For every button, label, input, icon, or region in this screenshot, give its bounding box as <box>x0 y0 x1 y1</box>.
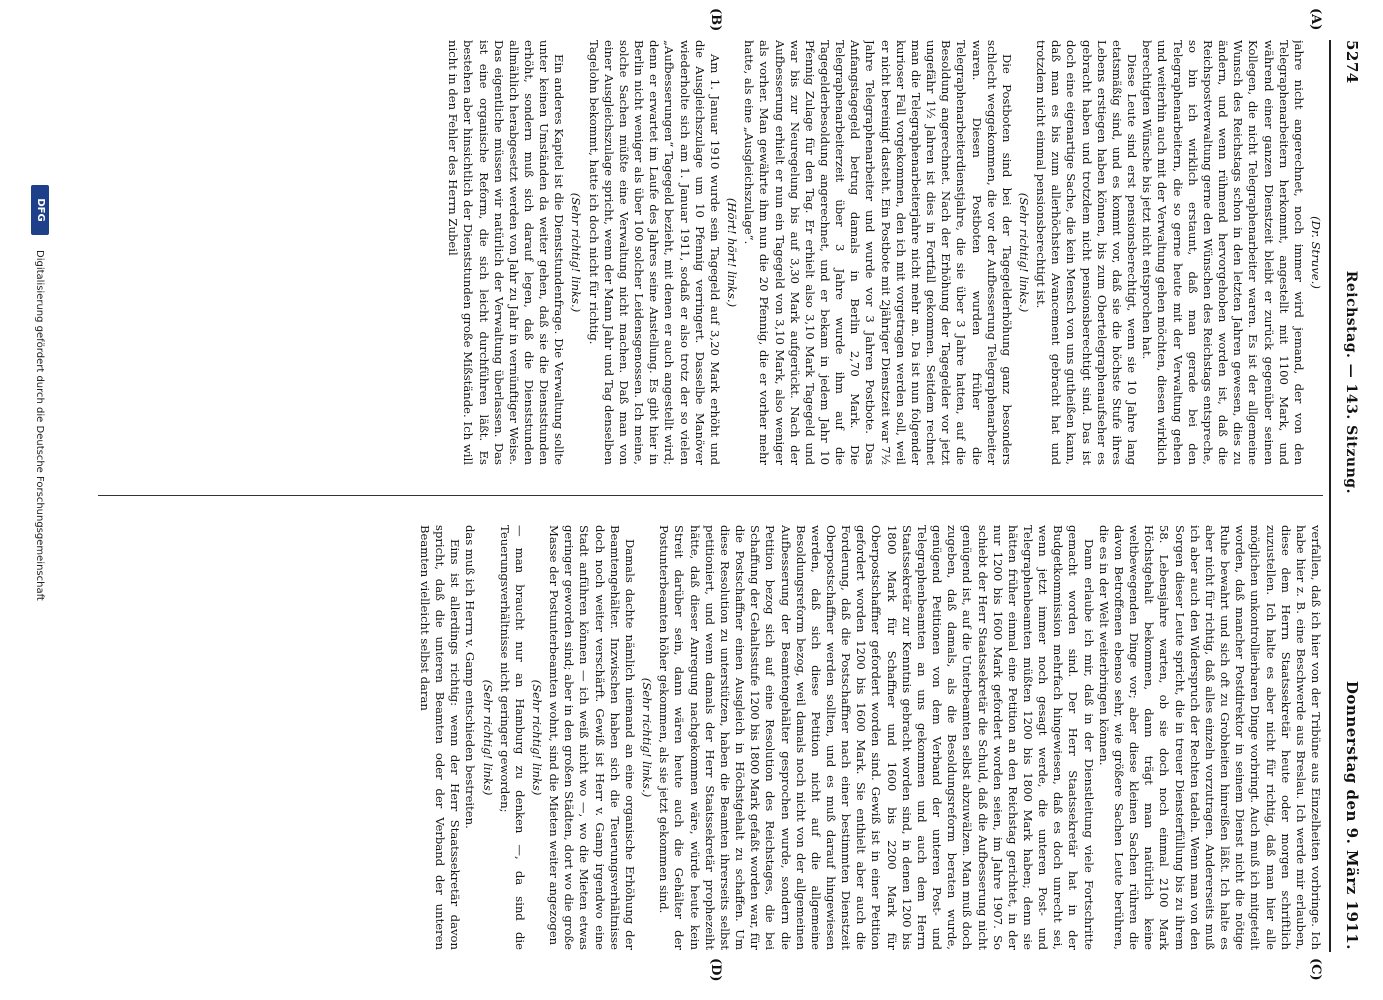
interjection: (Sehr richtig! links) <box>480 679 495 796</box>
paragraph: Am 1. Januar 1910 wurde sein Tagegeld auf 3,20 Mark erhöht und die Ausgleichszulage um 10 Pfennig verringert. Dasselbe Manöver wiederholte sich am 1. Januar 1911, sodaß er also trotz der so vielen „Aufbesserungen“ Tagegeld bezieht, mit denen er auch angestellt wird; denn er erwartet im Laufe des Jahres seine Anstellung. Es gibt hier in Berlin nicht weniger als über 100 solcher Leidensgenossen. Ich meine, solche Sachen müßte eine Verwaltung nicht machen. Daß man von einer Ausgleichszulage spricht, wenn der Mann Jahr und Tag denselben Tagelohn bekommt, hatte ich doch nicht für richtig. <box>586 40 722 465</box>
column-divider <box>98 495 1323 496</box>
interjection: (Sehr richtig! links.) <box>569 192 584 313</box>
margin-marker-a: (A) <box>1308 8 1323 31</box>
interjection: (Sehr richtig! links.) <box>640 677 655 798</box>
paragraph: Dann erlaube ich mir, daß in der Dienstleitung viele Fortschritte gemacht worden sind. Der Herr Staatssekretär hat in der Budgetkommission mehrfach hingewiesen, daß es doch unrecht sei, wenn jetzt immer noch gesagt werde, die unteren Post- und Telegraphenbeamten müßten 1200 bis 1800 Mark haben; denn sie hätten früher einmal eine Petition an den Reichstag gerichtet, in der nur 1200 bis 1600 Mark gefordert worden seien, im Jahre 1907. So schiebt der Herr Staatssekretär die Schuld, daß die Aufbesserung nicht genügend ist, auf die Unterbeamten selbst abzuwälzen. Man muß doch zugeben, daß damals, als die Besoldungsreform beraten wurde, genügend Petitionen von dem Verband der unteren Post- und Telegraphenbeamten an uns gekommen und auch dem Herrn Staatssekretär zur Kenntnis gebracht worden sind, in denen 1200 bis 1800 Mark für Schaffner und 1600 bis 2200 Mark für Oberpostschaffner gefordert worden sind. Gewiß ist in einer Petition gefordert worden 1200 bis 1600 Mark. Sie enthielt aber auch die Forderung, daß die Postschaffner nach einer bestimmten Dienstzeit Oberpostschaffner werden sollten, und es muß darauf hingewiesen werden, daß sich diese Petition nicht auf die allgemeine Besoldungsreform bezog, weil damals noch nicht von der allgemeinen Aufbesserung der Beamtengehälter gesprochen wurde, sondern die Petition bezog sich auf eine Resolution des Reichstages, die bei Schaffung der Gehaltsstufe 1200 bis 1800 Mark gefaßt worden war, für die Postschaffner einen Ausgleich in Höchstgehalt zu schaffen. Um diese Resolution zu unterstützen, haben die Beamten ihrerseits selbst petitioniert, und wenn damals der Herr Staatssekretär prophezeiht hätte, daß dieser Anregung nachgekommen wäre, würde heute kein Streit darüber sein, dann wären heute auch die Gehälter der Postunterbeamten höher gekommen, als sie jetzt gekommen sind. <box>657 525 1096 950</box>
speaker-note: (Dr. Struve.) <box>1309 216 1323 289</box>
right-column <box>98 525 1323 950</box>
paragraph: Damals dachte nämlich niemand an eine organische Erhöhung der Beamtengehälter. Inzwischen haben sich die Teuerungsverhältnisse doch noch weiter verschärft. Gewiß ist Herr v. Gamp irgendwo eine Stadt anführen können — ich weiß nicht wo —, wo die Mieten etwas geringer geworden sind; aber in den großen Städten, dort wo die große Masse der Postunterbeamten wohnt, sind die Mieten weiter angezogen <box>547 525 637 950</box>
margin-marker-c: (C) <box>1308 958 1323 981</box>
interjection: (Hört! hört! links.) <box>725 197 740 308</box>
paragraph: — man braucht nur an Hamburg zu denken —, da sind die Teuerungsverhältnisse nicht geringer geworden; <box>497 525 527 950</box>
paragraph: Diese Leute sind erst pensionsberechtigt, wenn sie 10 Jahre lang etatsmäßig sind, und es kommt vor, daß sie die höchste Stufe ihres Lebens erstiegen haben können, bis zum Obertelegraphenaufseher es gebracht haben und trotzdem nicht pensionsberechtigt sind. Das ist doch eine eigenartige Sache, die kein Mensch von uns gutheißen kann, daß man es bis zum allerhöchsten Avancement gebracht hat und trotzdem nicht einmal pensionsberechtigt ist. <box>1034 40 1140 465</box>
paragraph: Eins ist allerdings richtig: wenn der Herr Staatssekretär davon spricht, daß die unteren Beamten oder der Verband der unteren Beamten vielleicht selbst daran <box>417 525 463 950</box>
header-rule <box>1329 40 1331 952</box>
paragraph: verfallen, daß ich hier von der Tribüne aus Einzelheiten vorbringe. Ich habe hier z. B. eine Beschwerde aus Breslau. Ich werde mir erlauben, diese dem Herrn Staatssekretär heute oder morgen schriftlich zuzustellen. Ich halte es aber nicht für richtig, daß man hier alle möglichen unkontrollierbaren Dinge vorbringt. Auch muß ich mitgeteilt worden, daß mancher Postdirektor in seinem Dienst nicht die nötige Ruhe bewahrt und sich oft zu Grobheiten hinreißen läßt. Ich halte es aber nicht für richtig, daß alles einzeln vorzutragen. Andererseits muß ich aber auch den Widerspruch der Rechten tadeln. Wenn man von den Sorgen dieser Leute spricht, die in treuer Diensterfüllung bis zu ihrem 58. Lebensjahre warten, ob sie doch noch einmal 2100 Mark Höchstgehalt bekommen, dann trägt man natürlich keine weltbewegenden Dinge vor; aber diese kleinen Sachen rühren die davon Betroffenen ebenso sehr, wie größere Sachen Leute berühren, die es in der Welt weiterbringen können. <box>1096 525 1323 950</box>
page-number: 5274 <box>1343 40 1361 84</box>
paragraph: Die Postboten sind bei der Tagegelderhöhung ganz besonders schlecht weggekommen, die vor der Aufbesserung Telegraphenarbeiter waren. Diesen Postboten wurden früher die Telegraphenarbeiterdienstjahre, die sie über 3 Jahre hatten, auf die Besoldung angerechnet. Nach der Erhöhung der Tagegelder vor jetzt ungefähr 1½ Jahren ist dies in Fortfall gekommen. Seitdem rechnet man die Telegraphenarbeiterjahre nicht mehr an. Da ist nun folgender kurioser Fall vorgekommen, den ich mit vorgetragen werden soll, weil er nicht bereinigt dasteht. Ein Postbote mit 2jähriger Dienstzeit war 7½ Jahre Telegraphenarbeiter und wurde vor 3 Jahren Postbote. Das Anfangstagegeld betrug damals in Berlin 2,70 Mark. Die Telegraphenarbeiterzeit über 3 Jahre wurde ihm auf die Tagegelderbesoldung angerechnet, und er bekam in jedem Jahr 10 Pfennig Zulage für den Tag. Er erhielt also 3,10 Mark Tagegeld und war bis zur Neuregelung bis auf 3,30 Mark aufgerückt. Nach der Aufbesserung erhielt er nun ein Tagegeld von 3,10 Mark, also weniger als vorher. Man gewährte ihm nun die 20 Pfennig, die er vorher mehr hatte, als eine „Ausgleichszulage“. <box>742 40 1014 465</box>
left-column <box>98 40 1323 465</box>
session-title: Reichstag. — 143. Sitzung. <box>1343 270 1359 494</box>
paragraph: jahre nicht angerechnet, noch immer wird jemand, der von den Telegraphenarbeitern herkommt, angestellt mit 1100 Mark, und während einer ganzen Dienstzeit bleibt er zurück gegenüber seinen Kollegen, die nicht Telegraphenarbeiter waren. Es ist der allgemeine Wunsch des Reichstags schon in den letzten Jahren gewesen, dies zu ändern, und wenn rühmend hervorgehoben worden ist, daß die Reichspostverwaltung gerne den Wünschen des Reichstags entspreche, so bin ich wirklich erstaunt, daß man gerade bei den Telegraphenarbeitern, die so gerne heute mit der Verwaltung gehen und weiterhin auch mit der Verwaltung gehen möchten, diesen wirklich berechtigten Wünsche bis jetzt nicht entsprochen hat. <box>1140 40 1306 465</box>
interjection: (Sehr richtig! links) <box>530 679 545 796</box>
margin-marker-d: (D) <box>708 958 723 982</box>
dfg-logo: DFG <box>31 185 49 235</box>
session-date: Donnerstag den 9. März 1911. <box>1343 680 1361 950</box>
funding-note: Digitalisierung gefördert durch die Deutsche Forschungsgemeinschaft <box>34 250 45 601</box>
paragraph: Ein anderes Kapitel ist die Dienststundenfrage. Die Verwaltung sollte unter keinen Umständen da weiter gehen, daß sie die Dienststunden erhöht, sondern muß sich darauf legen, daß die Dienststunden allmählich herabgesetzt werden von Jahr zu Jahr in vernünftiger Weise. Das eigentliche müssen wir natürlich der Verwaltung überlassen. Das ist eine organische Reform, die sich leicht durchführen läßt. Es bestehen aber hinsichtlich der Dienststunden große Mißstände. Ich will nicht in den Fehler des Herrn Zubeil <box>446 40 567 465</box>
paragraph: das muß ich Herrn v. Gamp entschieden bestreiten. <box>463 525 478 829</box>
margin-marker-b: (B) <box>708 8 723 32</box>
running-header <box>1343 40 1361 950</box>
interjection: (Sehr richtig! links.) <box>1017 192 1032 313</box>
